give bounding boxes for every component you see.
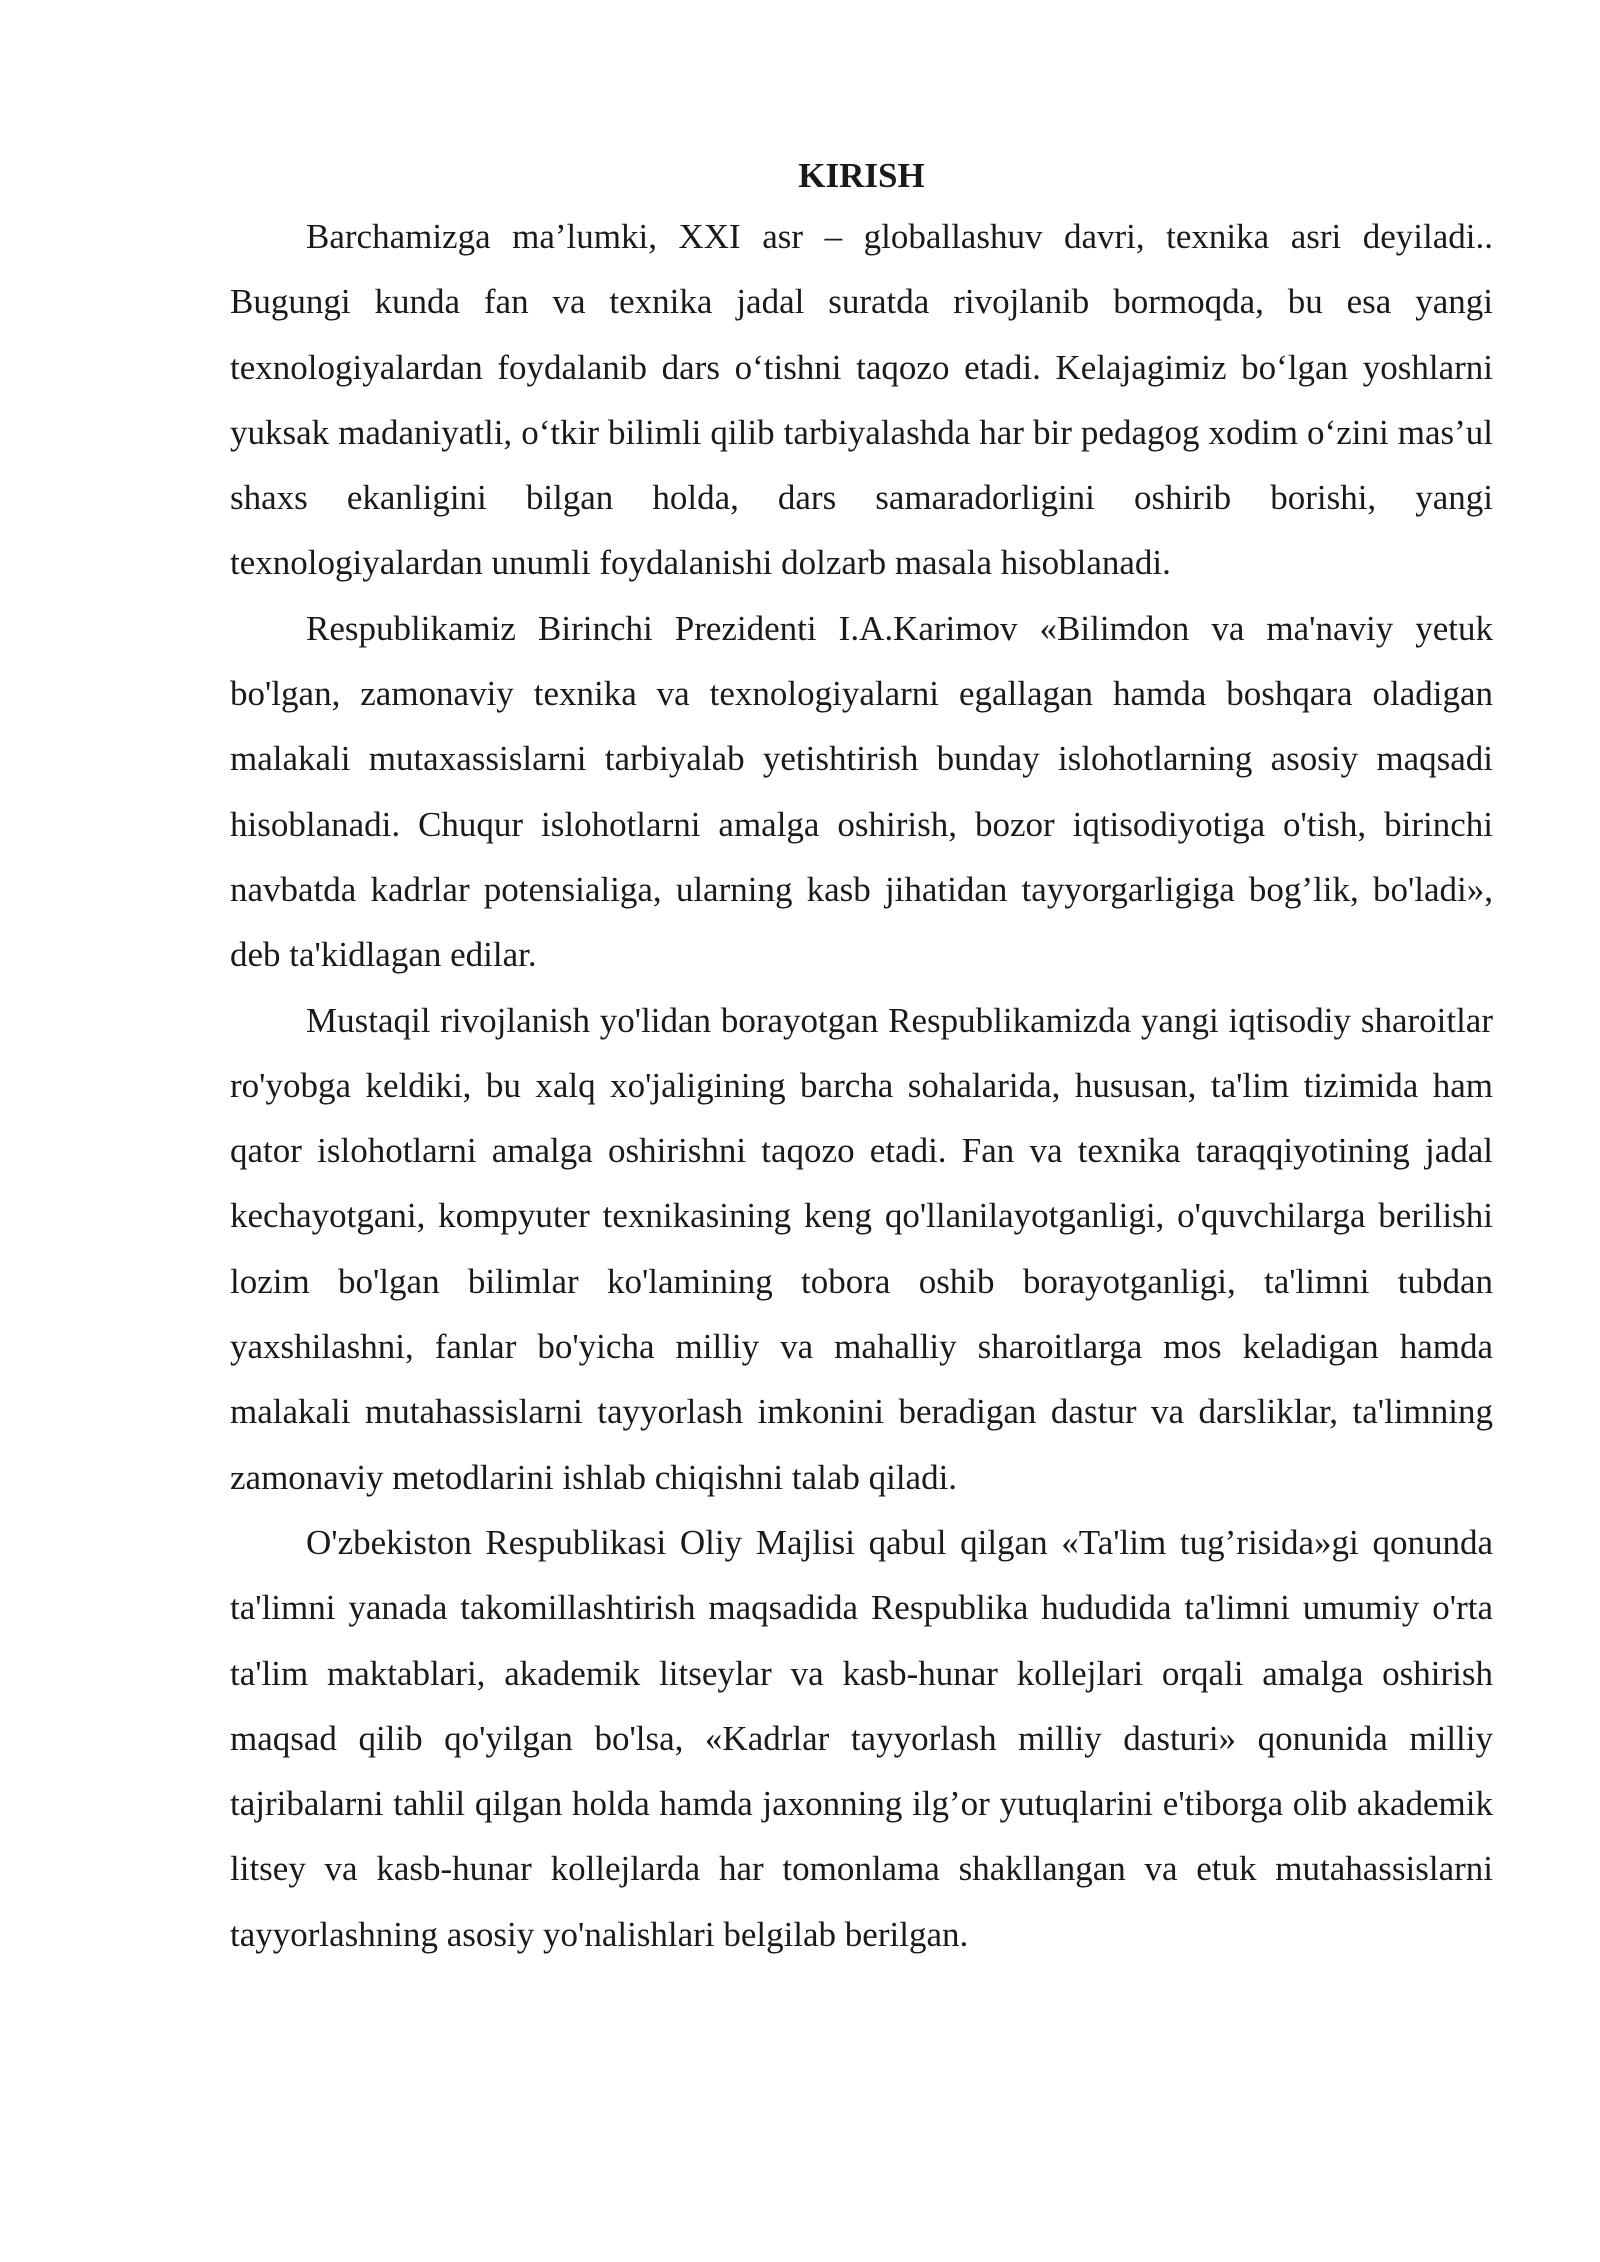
page-title: KIRISH	[798, 156, 925, 195]
paragraph-3: Mustaqil rivojlanish yo'lidan borayotgan Respublikamizda yangi iqtisodiy sharoitlar ro'yobga keldiki, bu xalq xo'jaligining barcha sohalarida, hususan, ta'lim tizimida ham qator islohotlarni amalga oshirishni taqozo etadi. Fan va texnika taraqqiyotining jadal kechayotgani, kompyuter texnikasining keng qo'llanilayotganligi, o'quvchilarga berilishi lozim bo'lgan bilimlar ko'lamining tobora oshib borayotganligi, ta'limni tubdan yaxshilashni, fanlar bo'yicha milliy va mahalliy sharoitlarga mos keladigan hamda malakali mutahassislarni tayyorlash imkonini beradigan dastur va darsliklar, ta'limning zamonaviy metodlarini ishlab chiqishni talab qiladi.	[230, 1000, 1493, 1497]
document-body	[230, 148, 1493, 1967]
paragraph-1: Barchamizga ma’lumki, XXI asr – globallashuv davri, texnika asri deyiladi.. Bugungi kunda fan va texnika jadal suratda rivojlanib bormoqda, bu esa yangi texnologiyalardan foydalanib dars o‘tishni taqozo etadi. Kelajagimiz bo‘lgan yoshlarni yuksak madaniyatli, o‘tkir bilimli qilib tarbiyalashda har bir pedagog xodim o‘zini mas’ul shaxs ekanligini bilgan holda, dars samaradorligini oshirib borishi, yangi texnologiyalardan unumli foydalanishi dolzarb masala hisoblanadi.	[230, 217, 1493, 583]
paragraph-4: O'zbekiston Respublikasi Oliy Majlisi qabul qilgan «Ta'lim tug’risida»gi qonunda ta'limni yanada takomillashtirish maqsadida Respublika hududida ta'limni umumiy o'rta ta'lim maktablari, akademik litseylar va kasb-hunar kollejlari orqali amalga oshirish maqsad qilib qo'yilgan bo'lsa, «Kadrlar tayyorlash milliy dasturi» qonunida milliy tajribalarni tahlil qilgan holda hamda jaxonning ilg’or yutuqlarini e'tiborga olib akademik litsey va kasb-hunar kollejlarda har tomonlama shakllangan va etuk mutahassislarni tayyorlashning asosiy yo'nalishlari belgilab berilgan.	[230, 1522, 1493, 1954]
paragraph-2: Respublikamiz Birinchi Prezidenti I.A.Karimov «Bilimdon va ma'naviy yetuk bo'lgan, zamonaviy texnika va texnologiyalarni egallagan hamda boshqara oladigan malakali mutaxassislarni tarbiyalab yetishtirish bunday islohotlarning asosiy maqsadi hisoblanadi. Chuqur islohotlarni amalga oshirish, bozor iqtisodiyotiga o'tish, birinchi navbatda kadrlar potensialiga, ularning kasb jihatidan tayyorgarligiga bog’lik, bo'ladi», deb ta'kidlagan edilar.	[230, 608, 1493, 975]
